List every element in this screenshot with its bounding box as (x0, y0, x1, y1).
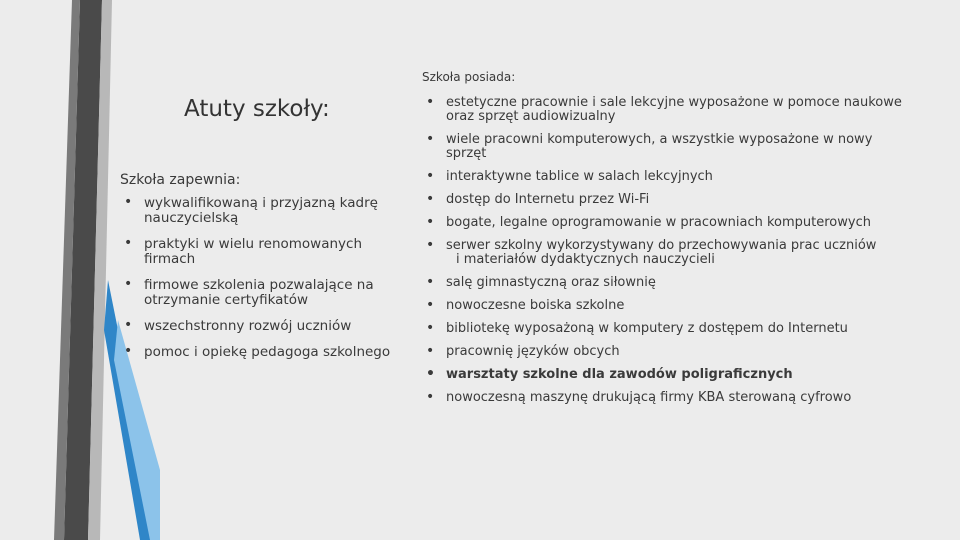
bullet-icon: • (426, 320, 435, 336)
left-column (120, 172, 395, 371)
list-item: • nowoczesne boiska szkolne (426, 297, 625, 313)
list-item: • wiele pracowni komputerowych, a wszystkie wyposażone w nowy sprzęt (426, 131, 873, 161)
bullet-icon: • (124, 235, 133, 251)
list-item: • pomoc i opiekę pedagoga szkolnego (124, 343, 391, 360)
list-item: • serwer szkolny wykorzystywany do przechowywania prac uczniów i materiałów dydaktycznych nauczycieli (422, 239, 902, 267)
list-item: • estetyczne pracownie i sale lekcyjne wyposażone w pomoce naukowe oraz sprzęt audiowizualny (426, 94, 902, 124)
bullet-icon: • (426, 131, 435, 147)
list-item: • warsztaty szkolne dla zawodów poligraficznych (426, 366, 793, 382)
bullet-icon: • (426, 389, 435, 405)
bullet-icon: • (426, 168, 435, 184)
list-item: • wykwalifikowaną i przyjazną kadrę nauczycielską (124, 194, 378, 226)
bullet-icon: • (124, 317, 133, 333)
right-heading: Szkoła posiada: (422, 70, 516, 84)
list-item: • bibliotekę wyposażoną w komputery z dostępem do Internetu (426, 320, 848, 336)
left-heading: Szkoła zapewnia: (120, 172, 241, 188)
bullet-icon: • (426, 297, 435, 313)
bullet-icon: • (426, 366, 435, 382)
bullet-icon: • (124, 343, 133, 359)
list-item: • wszechstronny rozwój uczniów (124, 317, 352, 334)
list-item: • salę gimnastyczną oraz siłownię (426, 274, 656, 290)
bullet-icon: • (426, 191, 435, 207)
slide-title: Atuty szkoły: (184, 96, 330, 122)
bullet-icon: • (426, 214, 435, 230)
list-item: • interaktywne tablice w salach lekcyjnych (426, 168, 713, 184)
right-column (422, 70, 902, 414)
list-item: • nowoczesną maszynę drukującą firmy KBA sterowaną cyfrowo (426, 389, 852, 405)
right-bullet-list (422, 96, 902, 405)
bullet-icon: • (124, 276, 133, 292)
list-item: • pracownię języków obcych (426, 343, 620, 359)
left-bullet-list (120, 196, 395, 360)
list-item: • dostęp do Internetu przez Wi-Fi (426, 191, 650, 207)
list-item: • praktyki w wielu renomowanych firmach (124, 235, 363, 267)
list-item: • bogate, legalne oprogramowanie w pracowniach komputerowych (426, 214, 871, 230)
bullet-icon: • (124, 194, 133, 210)
bullet-icon: • (426, 274, 435, 290)
bullet-icon: • (426, 94, 435, 110)
list-item-continuation: i materiałów dydaktycznych nauczycieli (456, 252, 715, 267)
list-item: • firmowe szkolenia pozwalające na otrzymanie certyfikatów (124, 276, 374, 308)
bullet-icon: • (426, 237, 435, 253)
bullet-icon: • (426, 343, 435, 359)
